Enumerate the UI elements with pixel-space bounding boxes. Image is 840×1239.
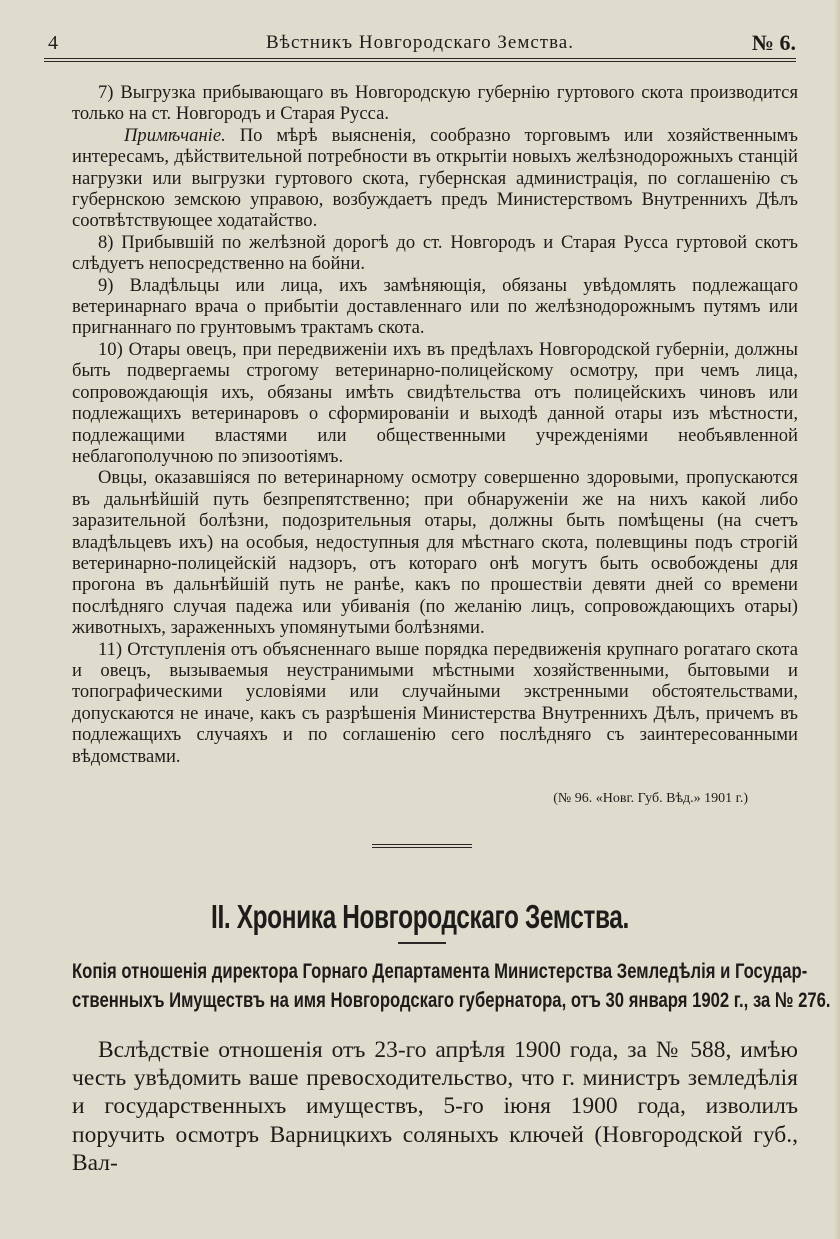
main-text (72, 82, 798, 767)
issue-number: № 6. (751, 30, 796, 55)
paragraph-9: 9) Владѣльцы или лица, ихъ замѣняющія, обязаны увѣдомлять подлежащаго ветеринарнаго врача о прибытіи доставленнаго или по желѣзнодорожнымъ путямъ или пригнаннаго по грунтовымъ трактамъ скота. (72, 274, 798, 339)
source-citation: (№ 96. «Новг. Губ. Вѣд.» 1901 г.) (553, 791, 748, 806)
paragraph-10: 10) Отары овецъ, при передвиженіи ихъ въ предѣлахъ Новгородской губерніи, должны быть подвергаемы строгому ветеринарно-полицейскому осмотру, при чемъ лица, сопровождающія ихъ, обязаны имѣть свидѣтельства отъ полицейскихъ чиновъ или подлежащихъ ветеринаровъ о сформированіи и выходѣ данной отары изъ мѣстности, подлежащими властями или общественными учрежденіями необъявленной неблагополучною по эпизоотіямъ. (72, 338, 798, 467)
header-rule (44, 58, 796, 62)
letter-paragraph: Вслѣдствіе отношенія отъ 23-го апрѣля 1900 года, за № 588, имѣю честь увѣдомить ваше превосходительство, что г. министръ земледѣлія и государственныхъ имуществъ, 5-го іюня 1900 года, изволилъ поручить осмотръ Варницкихъ соляныхъ ключей (Новгородской губ., Вал- (72, 1037, 798, 1176)
section-divider (372, 844, 472, 848)
note-label: Примѣчаніе. (124, 124, 226, 146)
note-paragraph (72, 125, 798, 232)
paragraph-10-continued: Овцы, оказавшіяся по ветеринарному осмотру совершенно здоровыми, пропускаются въ дальнѣйшій путь безпрепятственно; при обнаруженіи же на нихъ какой либо заразительной болѣзни, подозрительныя отары, должны быть помѣщены (на счетъ владѣльцевъ ихъ) на особыя, недоступныя для мѣстнаго скота, полевщины подъ строгій ветеринарно-полицейскій надзоръ, отъ котораго онѣ могутъ быть освобождены для прогона въ дальнѣйшій путь не ранѣе, какъ по прошествіи девяти дней со времени послѣдняго случая падежа или убиванія (по желанію лицъ, сопровождающихъ отары) животныхъ, зараженныхъ упомянутыми болѣзнями. (72, 467, 798, 639)
document-heading-line-1: Копія отношенія директора Горнаго Департамента Министерства Земледѣлія и Государ- (72, 959, 808, 983)
letter-text (72, 1036, 798, 1177)
running-title: Вѣстникъ Новгородскаго Земства. (266, 32, 574, 53)
paragraph-8: 8) Прибывшій по желѣзной дорогѣ до ст. Новгородъ и Старая Русса гуртовой скотъ слѣдуетъ непосредственно на бойни. (72, 231, 798, 275)
page-edge (834, 0, 840, 1239)
page-number: 4 (48, 32, 58, 54)
paragraph-11: 11) Отступленія отъ объясненнаго выше порядка передвиженія крупнаго рогатаго скота и овецъ, вызываемыя неустранимыми мѣстными хозяйственными, бытовыми и топографическими условіями или случайными экстренными обстоятельствами, допускаются не иначе, какъ съ разрѣшенія Министерства Внутреннихъ Дѣлъ, причемъ въ подлежащихъ случаяхъ и по соглашенію сего послѣдняго съ заинтересованными вѣдомствами. (72, 638, 798, 767)
note-text: По мѣрѣ выясненія, сообразно торговымъ или хозяйственнымъ интересамъ, дѣйствительной потребности въ открытіи новыхъ желѣзнодорожныхъ станцій нагрузки или выгрузки гуртового скота, губернская администрація, по соглашенію съ губернскою земскою управою, возбуждаетъ предъ Министерствомъ Внутреннихъ Дѣлъ соотвѣтствующее ходатайство. (72, 124, 798, 232)
paragraph-7: 7) Выгрузка прибывающаго въ Новгородскую губернію гуртового скота производится только на ст. Новгородъ и Старая Русса. (72, 82, 798, 125)
document-heading-line-2: ственныхъ Имуществъ на имя Новгородскаго губернатора, отъ 30 января 1902 г., за № 276. (72, 988, 831, 1012)
page-header (44, 28, 796, 58)
section-title: II. Хроника Новгородскаго Земства. (211, 898, 629, 935)
title-underline (398, 942, 446, 944)
document-heading (72, 957, 831, 1015)
